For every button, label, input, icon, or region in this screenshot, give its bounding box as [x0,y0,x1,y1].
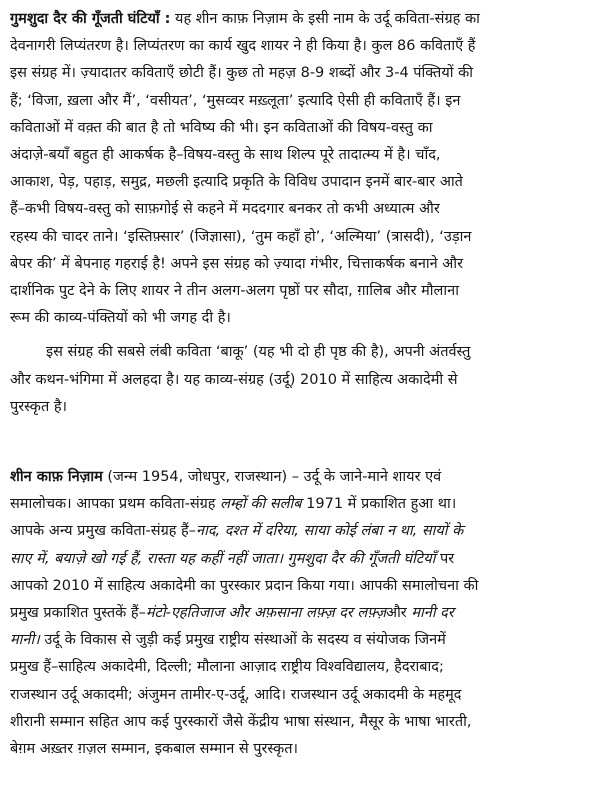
text-line: रहस्य की चादर ताने। ‘इस्तिफ़्सार’ (जिज्ञासा), ‘तुम कहाँ हो’, ‘अल्मिया’ (त्रासदी), ‘उड़ान [10,228,472,245]
book-description-paragraph [10,6,590,332]
text-line [10,518,590,545]
text-line: इस संग्रह की सबसे लंबी कविता ‘बाकू’ (यह भी दो ही पृष्ठ की है), अपनी अंतर्वस्तु [46,344,471,361]
book-title-italic: लम्हों की सलीब [220,496,302,513]
text-line: रूम की काव्य-पंक्तियों को भी जगह दी है। [10,310,231,327]
text-line: राजस्थान उर्दू अकादमी; अंजुमन तामीर-ए-उर्दू, आदि। राजस्थान उर्दू अकादमी के महमूद [10,686,462,703]
text-line: दार्शनिक पुट देने के लिए शायर ने तीन अलग-अलग पृष्ठों पर सौदा, ग़ालिब और मौलाना [10,283,459,300]
book-followup-paragraph [10,339,590,421]
text-line: आकाश, पेड़, पहाड़, समुद्र, मछली इत्यादि प्रकृति के विविध उपादान इनमें बार-बार आते [10,174,463,191]
text-line: प्रमुख हैं–साहित्य अकादेमी, दिल्ली; मौलाना आज़ाद राष्ट्रीय विश्वविद्यालय, हैदराबाद; [10,659,444,676]
text-line: अंदाज़े-बयाँ बहुत ही आकर्षक है–विषय-वस्तु के साथ शिल्प पूरे तादात्म्य में है। चाँद, [10,147,441,164]
text-line [10,600,590,627]
text-line [10,627,590,654]
text-span: 1971 में प्रकाशित हुआ था। [301,496,457,513]
text-line: बेग़म अख़्तर ग़ज़ल सम्मान, इकबाल सम्मान से पुरस्कृत। [10,741,298,758]
text-span: समालोचक। आपका प्रथम कविता-संग्रह [10,496,221,513]
text-span: और [385,605,412,622]
text-line: और कथन-भंगिमा में अलहदा है। यह काव्य-संग्रह (उर्दू) 2010 में साहित्य अकादेमी से [10,371,458,388]
text-span: उर्दू के विकास से जुड़ी कई प्रमुख राष्ट्रीय संस्थाओं के सदस्य व संयोजक जिनमें [39,632,446,649]
text-line: इस संग्रह में। ज़्यादातर कविताएँ छोटी हैं। कुछ तो महज़ 8-9 शब्दों और 3-4 पंक्तियों की [10,65,473,82]
text-span: (जन्म 1954, जोधपुर, राजस्थान) – उर्दू के जाने-माने शायर एवं [102,469,442,486]
text-span: आपके अन्य प्रमुख कविता-संग्रह हैं– [10,523,197,540]
text-line [10,491,590,518]
text-line: हैं; ‘विजा, ख़ला और मैं’, ‘वसीयत’, ‘मुसव्वर मख़्लूता’ इत्यादि ऐसी ही कविताएँ हैं। इन [10,92,461,109]
text-line [10,464,590,491]
book-title-italic: मानी। [10,632,40,649]
author-bio-paragraph [10,464,590,763]
text-line [10,6,590,33]
book-title-italic: मानी दर [411,605,454,622]
text-span: यह शीन काफ़ निज़ाम के इसी नाम के उर्दू कविता-संग्रह का [170,11,480,27]
text-span: प्रमुख प्रकाशित पुस्तकें हैं– [10,605,146,622]
book-titles-italic: नाद, दश्त में दरिया, साया कोई लंबा न था, सायों के [196,523,464,540]
book-title-heading: गुमशुदा दैर की गूँजती घंटियाँ : [10,11,171,27]
text-span: पर [435,550,455,567]
book-titles-italic: साए में, बयाज़े खो गई हैं, रास्ता यह कहीं नहीं जाता। [10,550,283,567]
text-line: पुरस्कृत है। [10,398,68,415]
text-line: बेपर की’ में बेपनाह गहराई है! अपने इस संग्रह को ज़्यादा गंभीर, चित्ताकर्षक बनाने और [10,255,464,272]
text-line: कविताओं में वक़्त की बात है तो भविष्य की भी। इन कविताओं की विषय-वस्तु का [10,119,433,136]
text-line: शीरानी सम्मान सहित आप कई पुरस्कारों जैसे केंद्रीय भाषा संस्थान, मैसूर के भाषा भारती, [10,713,472,730]
text-line: हैं–कभी विषय-वस्तु को साफ़गोई से कहने में मददगार बनकर तो कभी अध्यात्म और [10,201,440,218]
text-line: आपको 2010 में साहित्य अकादेमी का पुरस्कार प्रदान किया गया। आपकी समालोचना की [10,577,479,594]
text-line [10,546,590,573]
author-name-heading: शीन काफ़ निज़ाम [10,469,103,486]
text-line: देवनागरी लिप्यंतरण है। लिप्यंतरण का कार्य खुद शायर ने ही किया है। कुल 86 कविताएँ हैं [10,38,476,55]
book-title-italic: गुमशुदा दैर की गूँजती घंटियाँ [282,550,436,567]
book-titles-italic: मंटो-एहतिजाज और अफ़साना लफ़्ज़ दर लफ़्ज़ [145,605,386,622]
